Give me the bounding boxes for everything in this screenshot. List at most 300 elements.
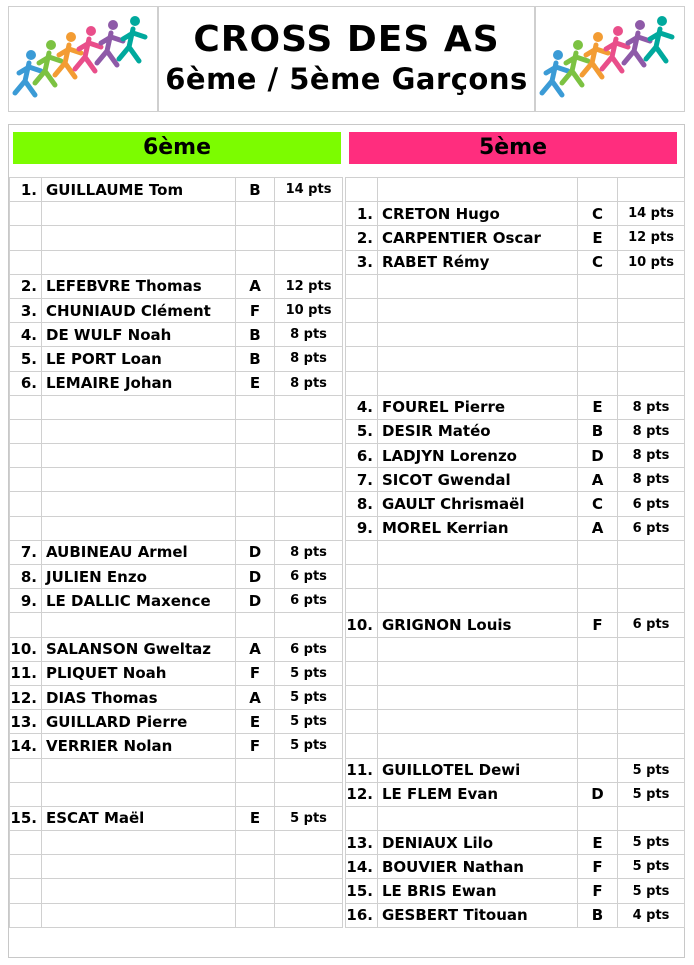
table-row xyxy=(10,178,343,202)
points-cell: 14 pts xyxy=(618,202,685,226)
table-row xyxy=(346,710,685,734)
points-cell: 8 pts xyxy=(618,468,685,492)
points-cell xyxy=(618,661,685,685)
group-cell xyxy=(578,371,618,395)
points-cell: 6 pts xyxy=(275,589,343,613)
group-cell: B xyxy=(578,903,618,927)
runner-figure xyxy=(542,50,568,95)
rank-cell xyxy=(346,371,378,395)
table-row xyxy=(10,685,343,709)
name-cell xyxy=(42,250,236,274)
group-cell: E xyxy=(578,831,618,855)
group-cell: F xyxy=(236,734,275,758)
group-cell xyxy=(236,226,275,250)
rank-cell: 4. xyxy=(346,395,378,419)
table-row xyxy=(10,250,343,274)
group-cell xyxy=(578,323,618,347)
table-row xyxy=(10,637,343,661)
table-row xyxy=(10,613,343,637)
rank-cell: 16. xyxy=(346,903,378,927)
rank-cell: 1. xyxy=(346,202,378,226)
points-cell xyxy=(618,347,685,371)
name-cell: DESIR Matéo xyxy=(378,419,578,443)
table-row xyxy=(10,758,343,782)
points-cell: 12 pts xyxy=(275,274,343,298)
name-cell xyxy=(42,468,236,492)
name-cell: LADJYN Lorenzo xyxy=(378,444,578,468)
runner-figure xyxy=(562,40,588,85)
name-cell: VERRIER Nolan xyxy=(42,734,236,758)
table-row xyxy=(346,468,685,492)
rank-cell: 8. xyxy=(10,565,42,589)
points-cell xyxy=(275,250,343,274)
name-cell xyxy=(42,879,236,903)
points-cell: 5 pts xyxy=(275,806,343,830)
name-cell: DENIAUX Lilo xyxy=(378,831,578,855)
points-cell xyxy=(618,565,685,589)
group-cell: E xyxy=(236,806,275,830)
group-cell: A xyxy=(236,274,275,298)
group-cell: C xyxy=(578,250,618,274)
points-cell: 5 pts xyxy=(618,855,685,879)
points-cell xyxy=(275,202,343,226)
name-cell xyxy=(378,565,578,589)
rank-cell xyxy=(346,298,378,322)
points-cell: 10 pts xyxy=(275,298,343,322)
rank-cell: 6. xyxy=(10,371,42,395)
points-cell xyxy=(275,879,343,903)
points-cell xyxy=(275,419,343,443)
points-cell xyxy=(275,516,343,540)
name-cell: CARPENTIER Oscar xyxy=(378,226,578,250)
table-row xyxy=(346,444,685,468)
points-cell xyxy=(275,831,343,855)
points-cell: 8 pts xyxy=(275,371,343,395)
name-cell: FOUREL Pierre xyxy=(378,395,578,419)
points-cell: 6 pts xyxy=(618,516,685,540)
name-cell xyxy=(42,202,236,226)
table-row xyxy=(10,274,343,298)
name-cell: LE PORT Loan xyxy=(42,347,236,371)
points-cell xyxy=(618,589,685,613)
rank-cell xyxy=(10,419,42,443)
table-row xyxy=(346,879,685,903)
name-cell xyxy=(42,903,236,927)
table-row xyxy=(346,323,685,347)
table-row xyxy=(346,637,685,661)
name-cell: CRETON Hugo xyxy=(378,202,578,226)
group-cell xyxy=(236,903,275,927)
name-cell: RABET Rémy xyxy=(378,250,578,274)
points-cell: 5 pts xyxy=(275,734,343,758)
page-title: CROSS DES AS xyxy=(193,19,500,60)
group-cell: B xyxy=(578,419,618,443)
group-cell xyxy=(236,250,275,274)
group-cell xyxy=(578,178,618,202)
name-cell xyxy=(378,274,578,298)
name-cell: CHUNIAUD Clément xyxy=(42,298,236,322)
rank-cell: 7. xyxy=(346,468,378,492)
name-cell: JULIEN Enzo xyxy=(42,565,236,589)
name-cell: GESBERT Titouan xyxy=(378,903,578,927)
table-row xyxy=(10,782,343,806)
points-cell: 5 pts xyxy=(275,710,343,734)
table-row xyxy=(10,419,343,443)
table-row xyxy=(346,492,685,516)
points-cell xyxy=(618,637,685,661)
group-cell xyxy=(578,637,618,661)
group-cell xyxy=(236,613,275,637)
table-row xyxy=(346,685,685,709)
group-cell xyxy=(578,274,618,298)
rank-cell: 6. xyxy=(346,444,378,468)
group-cell: F xyxy=(236,298,275,322)
rank-cell xyxy=(346,806,378,830)
rank-cell: 14. xyxy=(346,855,378,879)
points-cell: 5 pts xyxy=(618,758,685,782)
group-cell: D xyxy=(236,565,275,589)
points-cell xyxy=(275,613,343,637)
group-cell xyxy=(236,468,275,492)
table-row xyxy=(10,468,343,492)
name-cell xyxy=(42,855,236,879)
group-cell xyxy=(236,879,275,903)
results-table xyxy=(8,124,685,958)
name-cell xyxy=(42,492,236,516)
rank-cell xyxy=(346,178,378,202)
table-row xyxy=(346,903,685,927)
name-cell: GUILLARD Pierre xyxy=(42,710,236,734)
table-row xyxy=(10,806,343,830)
group-cell: F xyxy=(578,879,618,903)
name-cell: AUBINEAU Armel xyxy=(42,540,236,564)
group-cell xyxy=(578,540,618,564)
name-cell xyxy=(42,444,236,468)
group-cell xyxy=(236,444,275,468)
group-cell xyxy=(236,202,275,226)
rank-cell: 9. xyxy=(346,516,378,540)
group-cell xyxy=(236,516,275,540)
name-cell: GUILLOTEL Dewi xyxy=(378,758,578,782)
points-cell xyxy=(275,395,343,419)
name-cell: GUILLAUME Tom xyxy=(42,178,236,202)
table-row xyxy=(10,734,343,758)
group-cell xyxy=(236,855,275,879)
page-subtitle: 6ème / 5ème Garçons xyxy=(165,62,528,96)
rank-cell xyxy=(346,347,378,371)
runner-figure xyxy=(119,16,145,61)
table-row xyxy=(346,565,685,589)
table-row xyxy=(10,831,343,855)
group-cell: C xyxy=(578,202,618,226)
name-cell: DE WULF Noah xyxy=(42,323,236,347)
points-cell: 6 pts xyxy=(275,637,343,661)
points-cell: 5 pts xyxy=(618,782,685,806)
group-cell: D xyxy=(236,540,275,564)
rank-cell xyxy=(346,661,378,685)
points-cell xyxy=(618,274,685,298)
table-row xyxy=(346,274,685,298)
points-cell: 14 pts xyxy=(275,178,343,202)
rank-cell xyxy=(10,468,42,492)
name-cell xyxy=(378,734,578,758)
rank-cell xyxy=(10,492,42,516)
rank-cell xyxy=(10,758,42,782)
rank-cell xyxy=(10,879,42,903)
table-row xyxy=(346,613,685,637)
name-cell: LEFEBVRE Thomas xyxy=(42,274,236,298)
table-row xyxy=(10,540,343,564)
runners-logo-left xyxy=(8,6,158,112)
table-row xyxy=(10,444,343,468)
name-cell xyxy=(378,347,578,371)
table-row xyxy=(10,661,343,685)
name-cell xyxy=(378,661,578,685)
rank-cell: 10. xyxy=(10,637,42,661)
group-cell xyxy=(578,806,618,830)
rank-cell xyxy=(10,782,42,806)
points-cell: 5 pts xyxy=(618,879,685,903)
rank-cell xyxy=(10,444,42,468)
name-cell xyxy=(378,178,578,202)
name-cell xyxy=(42,782,236,806)
rank-cell: 12. xyxy=(10,685,42,709)
table-row xyxy=(10,371,343,395)
column-header-6eme: 6ème xyxy=(13,132,341,164)
group-cell xyxy=(236,831,275,855)
rank-cell xyxy=(346,710,378,734)
name-cell: GAULT Chrismaël xyxy=(378,492,578,516)
runners-logo-right xyxy=(535,6,685,112)
table-row xyxy=(346,782,685,806)
points-cell: 4 pts xyxy=(618,903,685,927)
rank-cell: 14. xyxy=(10,734,42,758)
page-header xyxy=(8,6,683,113)
table-row xyxy=(10,298,343,322)
group-cell: A xyxy=(578,516,618,540)
group-cell xyxy=(578,710,618,734)
points-cell: 8 pts xyxy=(618,444,685,468)
points-cell xyxy=(618,710,685,734)
runners-icon xyxy=(9,7,155,109)
rank-cell: 3. xyxy=(346,250,378,274)
points-cell: 8 pts xyxy=(618,395,685,419)
rank-cell: 7. xyxy=(10,540,42,564)
name-cell xyxy=(42,395,236,419)
rank-cell xyxy=(346,540,378,564)
name-cell xyxy=(378,637,578,661)
group-cell xyxy=(578,347,618,371)
group-cell: B xyxy=(236,347,275,371)
table-row xyxy=(10,492,343,516)
rank-cell xyxy=(10,516,42,540)
rank-cell xyxy=(346,565,378,589)
table-row xyxy=(346,202,685,226)
group-cell: E xyxy=(578,226,618,250)
table-row xyxy=(346,298,685,322)
name-cell xyxy=(42,419,236,443)
points-cell xyxy=(618,371,685,395)
name-cell: GRIGNON Louis xyxy=(378,613,578,637)
rank-cell: 2. xyxy=(10,274,42,298)
table-row xyxy=(10,879,343,903)
rank-cell: 15. xyxy=(346,879,378,903)
points-cell xyxy=(275,782,343,806)
points-cell xyxy=(275,226,343,250)
name-cell: PLIQUET Noah xyxy=(42,661,236,685)
group-cell xyxy=(578,565,618,589)
table-row xyxy=(346,347,685,371)
rank-cell xyxy=(10,855,42,879)
points-cell xyxy=(618,323,685,347)
table-row xyxy=(10,347,343,371)
name-cell: LEMAIRE Johan xyxy=(42,371,236,395)
points-cell xyxy=(275,444,343,468)
title-box xyxy=(158,6,535,112)
name-cell xyxy=(42,758,236,782)
points-cell: 5 pts xyxy=(618,831,685,855)
points-cell: 5 pts xyxy=(275,661,343,685)
ranking-5eme xyxy=(345,177,685,928)
rank-cell xyxy=(10,202,42,226)
table-row xyxy=(346,250,685,274)
name-cell xyxy=(378,298,578,322)
rank-cell xyxy=(10,395,42,419)
rank-cell: 12. xyxy=(346,782,378,806)
table-row xyxy=(346,540,685,564)
table-row xyxy=(346,371,685,395)
runner-figure xyxy=(646,16,672,61)
rank-cell xyxy=(346,685,378,709)
points-cell: 12 pts xyxy=(618,226,685,250)
points-cell xyxy=(275,758,343,782)
name-cell xyxy=(378,710,578,734)
group-cell xyxy=(236,782,275,806)
name-cell xyxy=(378,540,578,564)
ranking-6eme xyxy=(9,177,343,928)
points-cell: 5 pts xyxy=(275,685,343,709)
group-cell: B xyxy=(236,323,275,347)
group-cell xyxy=(578,734,618,758)
table-row xyxy=(346,806,685,830)
name-cell xyxy=(42,613,236,637)
rank-cell: 11. xyxy=(346,758,378,782)
points-cell xyxy=(618,178,685,202)
points-cell: 6 pts xyxy=(618,492,685,516)
table-row xyxy=(346,516,685,540)
group-cell xyxy=(236,758,275,782)
points-cell: 8 pts xyxy=(275,323,343,347)
points-cell: 8 pts xyxy=(275,347,343,371)
points-cell xyxy=(618,685,685,709)
points-cell xyxy=(275,468,343,492)
points-cell: 10 pts xyxy=(618,250,685,274)
group-cell xyxy=(578,661,618,685)
name-cell xyxy=(378,371,578,395)
points-cell xyxy=(618,806,685,830)
group-cell: E xyxy=(578,395,618,419)
points-cell xyxy=(618,734,685,758)
table-row xyxy=(10,855,343,879)
group-cell: E xyxy=(236,371,275,395)
rank-cell: 8. xyxy=(346,492,378,516)
name-cell: SICOT Gwendal xyxy=(378,468,578,492)
name-cell xyxy=(42,226,236,250)
name-cell: LE BRIS Ewan xyxy=(378,879,578,903)
group-cell: F xyxy=(578,613,618,637)
rank-cell: 11. xyxy=(10,661,42,685)
group-cell: A xyxy=(236,637,275,661)
column-header-5eme: 5ème xyxy=(349,132,677,164)
table-row xyxy=(346,226,685,250)
rank-cell xyxy=(10,831,42,855)
table-row xyxy=(346,178,685,202)
group-cell xyxy=(236,395,275,419)
group-cell: F xyxy=(236,661,275,685)
name-cell: LE DALLIC Maxence xyxy=(42,589,236,613)
rank-cell xyxy=(346,734,378,758)
points-cell xyxy=(618,540,685,564)
rank-cell: 15. xyxy=(10,806,42,830)
table-row xyxy=(10,565,343,589)
table-row xyxy=(346,589,685,613)
group-cell: A xyxy=(578,468,618,492)
rank-cell: 9. xyxy=(10,589,42,613)
table-row xyxy=(346,395,685,419)
rank-cell: 5. xyxy=(10,347,42,371)
table-row xyxy=(346,419,685,443)
rank-cell xyxy=(346,274,378,298)
group-cell: E xyxy=(236,710,275,734)
rank-cell: 10. xyxy=(346,613,378,637)
rank-cell: 2. xyxy=(346,226,378,250)
group-cell xyxy=(578,589,618,613)
name-cell xyxy=(378,806,578,830)
rank-cell xyxy=(10,250,42,274)
rank-cell xyxy=(346,323,378,347)
rank-cell: 1. xyxy=(10,178,42,202)
group-cell: D xyxy=(578,782,618,806)
table-row xyxy=(10,323,343,347)
group-cell xyxy=(578,685,618,709)
rank-cell xyxy=(346,637,378,661)
points-cell xyxy=(275,903,343,927)
name-cell xyxy=(378,589,578,613)
points-cell xyxy=(618,298,685,322)
rank-cell: 13. xyxy=(346,831,378,855)
points-cell xyxy=(275,855,343,879)
table-row xyxy=(346,661,685,685)
name-cell: ESCAT Maël xyxy=(42,806,236,830)
name-cell xyxy=(42,831,236,855)
table-row xyxy=(10,516,343,540)
group-cell: D xyxy=(236,589,275,613)
group-cell: C xyxy=(578,492,618,516)
rank-cell: 13. xyxy=(10,710,42,734)
points-cell: 6 pts xyxy=(275,565,343,589)
name-cell: MOREL Kerrian xyxy=(378,516,578,540)
table-row xyxy=(10,202,343,226)
group-cell xyxy=(578,758,618,782)
name-cell xyxy=(378,323,578,347)
rank-cell xyxy=(10,613,42,637)
name-cell xyxy=(42,516,236,540)
group-cell: F xyxy=(578,855,618,879)
rank-cell xyxy=(10,903,42,927)
rank-cell xyxy=(10,226,42,250)
runner-figure xyxy=(15,50,41,95)
runner-figure xyxy=(35,40,61,85)
